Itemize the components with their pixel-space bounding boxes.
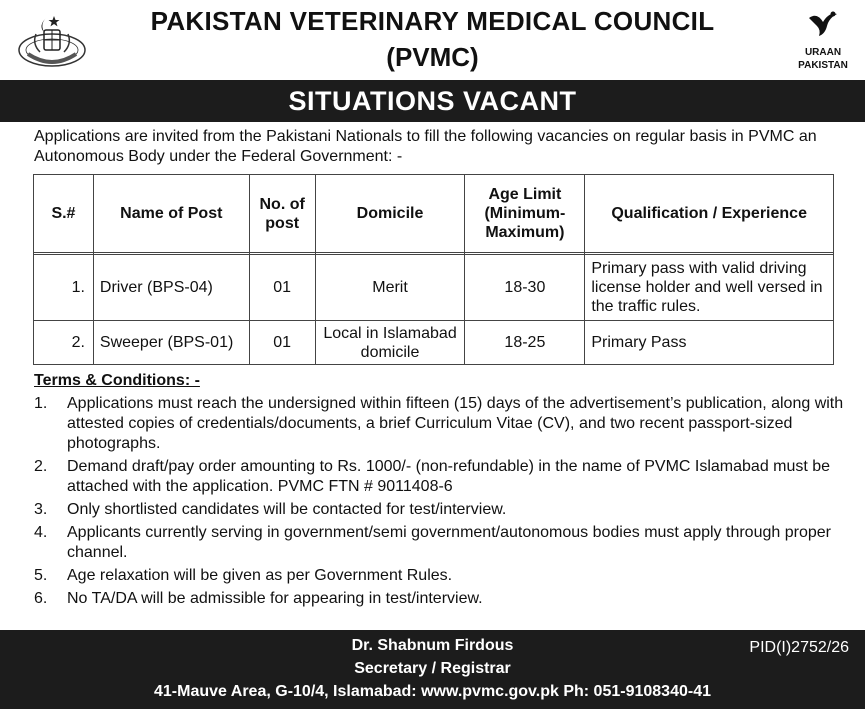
cell-post: Sweeper (BPS-01) [93,321,249,365]
header-sn: S.# [34,175,94,253]
cell-sn: 1. [34,255,94,321]
intro-paragraph: Applications are invited from the Pakistani Nationals to fill the following vacancies on regular basis in PVMC an Autonomous Body under the Federal Government: - [34,128,817,165]
header-count: No. of post [249,175,315,253]
uraan-title-line2: PAKISTAN [798,60,848,71]
table-header-row [34,175,834,253]
pid-number: PID(I)2752/26 [749,639,849,656]
table-row [34,321,834,365]
header-post: Name of Post [93,175,249,253]
term-number: 1. [34,395,48,412]
cell-sn: 2. [34,321,94,365]
term-text: Applications must reach the undersigned within fifteen (15) days of the advertisement’s publication, along with attested copies of credentials/documents, a brief Curriculum Vitae (CV), and two recent passport-sized photographs. [67,395,844,452]
cell-count: 01 [249,321,315,365]
term-text: Only shortlisted candidates will be contacted for test/interview. [67,501,507,518]
term-number: 6. [34,590,48,607]
org-abbreviation: (PVMC) [386,42,479,72]
vacancy-table [33,174,834,365]
cell-domicile: Merit [315,255,465,321]
header-qualification: Qualification / Experience [585,175,834,253]
cell-qualification: Primary Pass [585,321,834,365]
list-item [34,589,844,609]
list-item [34,394,844,454]
term-number: 4. [34,524,48,541]
term-text: No TA/DA will be admissible for appearing in test/interview. [67,590,483,607]
cell-count: 01 [249,255,315,321]
term-text: Applicants currently serving in government/semi government/autonomous bodies must apply through proper channel. [67,524,831,561]
header-age-limit: Age Limit (Minimum-Maximum) [465,175,585,253]
bird-icon [803,8,843,40]
list-item [34,523,844,563]
uraan-pakistan-logo [790,8,856,78]
list-item [34,566,844,586]
signatory-title: Secretary / Registrar [354,660,511,677]
cell-age: 18-30 [465,255,585,321]
header-domicile: Domicile [315,175,465,253]
terms-list [34,394,844,612]
term-text: Age relaxation will be given as per Government Rules. [67,567,453,584]
list-item [34,500,844,520]
term-number: 3. [34,501,48,518]
cell-post: Driver (BPS-04) [93,255,249,321]
header [0,0,865,80]
cell-age: 18-25 [465,321,585,365]
term-number: 2. [34,458,48,475]
contact-address: 41-Mauve Area, G-10/4, Islamabad: www.pvmc.gov.pk Ph: 051-9108340-41 [154,683,711,700]
signatory-name: Dr. Shabnum Firdous [351,637,514,654]
situations-vacant-banner: SITUATIONS VACANT [0,80,865,122]
cell-domicile: Local in Islamabad domicile [315,321,465,365]
uraan-title-line1: URAAN [804,47,842,58]
cell-qualification: Primary pass with valid driving license holder and well versed in the traffic rules. [585,255,834,321]
list-item [34,457,844,497]
term-text: Demand draft/pay order amounting to Rs. 1000/- (non-refundable) in the name of PVMC Islamabad must be attached with the application. PVMC FTN # 9011408-6 [67,458,831,495]
footer [0,630,865,709]
term-number: 5. [34,567,48,584]
org-name: PAKISTAN VETERINARY MEDICAL COUNCIL [150,6,715,36]
terms-title: Terms & Conditions: - [34,372,200,389]
table-row [34,255,834,321]
